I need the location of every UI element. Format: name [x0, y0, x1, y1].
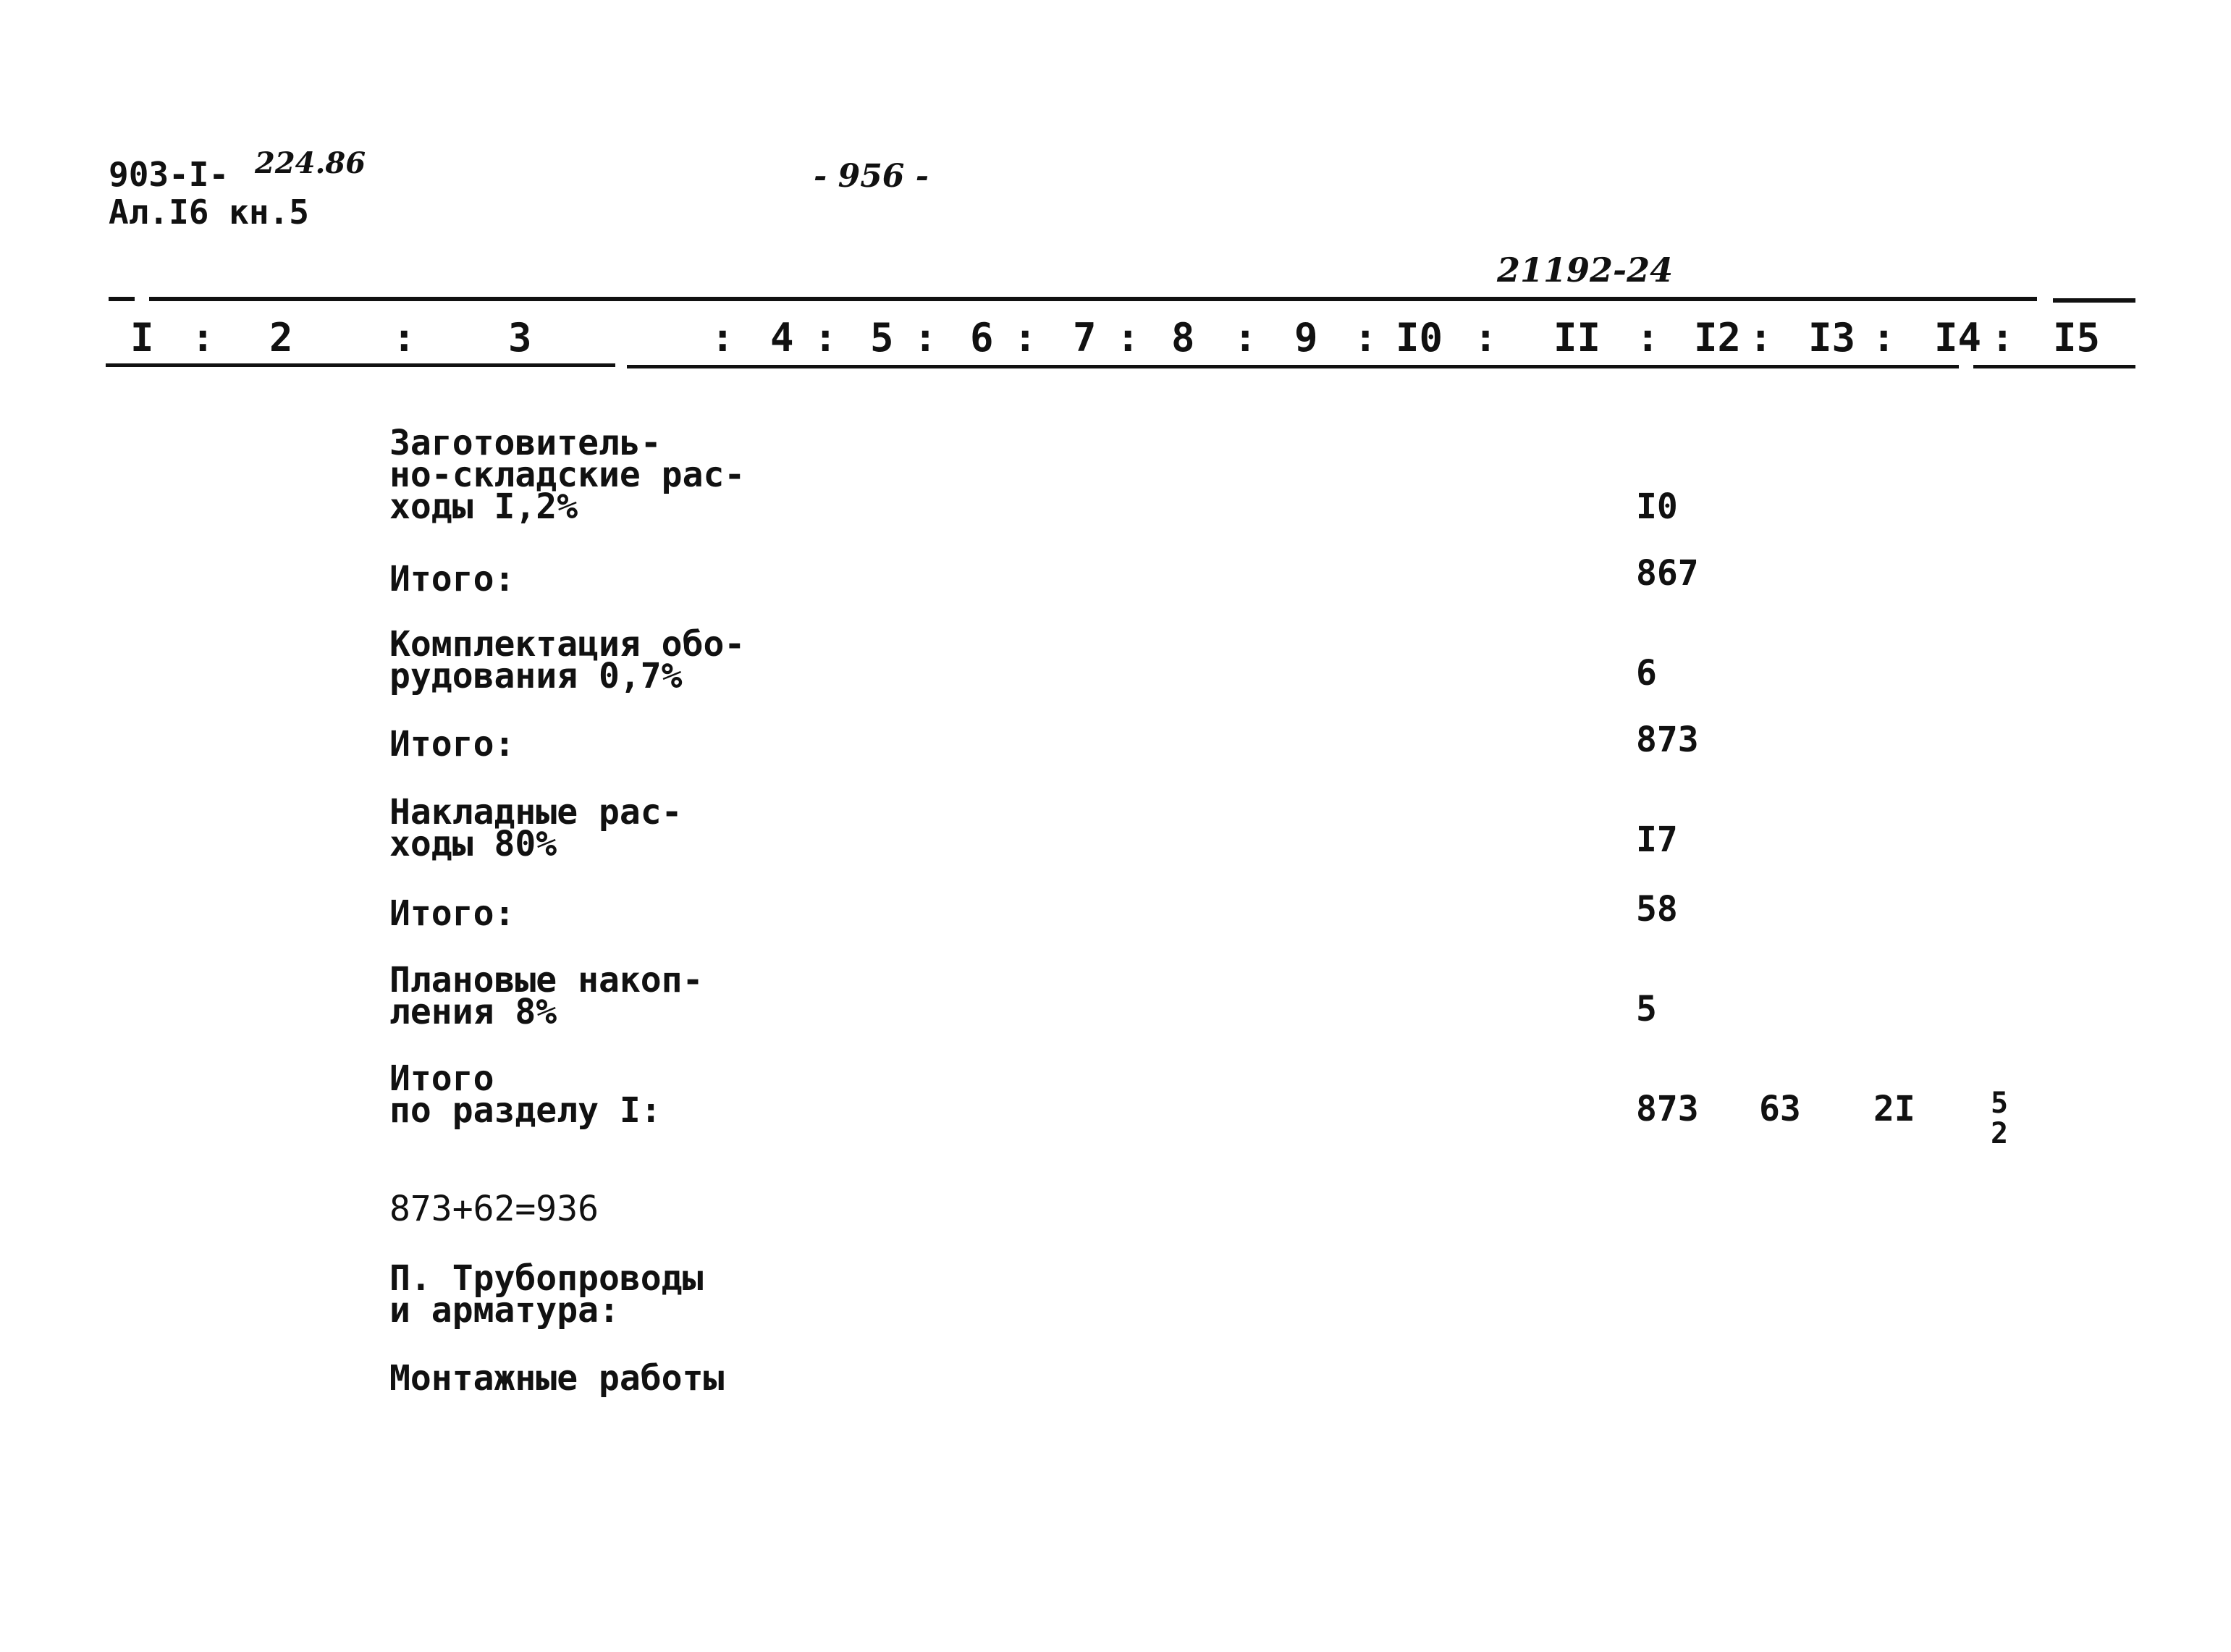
column-separator: :: [392, 315, 416, 361]
row-label-section-2-heading: П. Трубопроводы и арматура:: [389, 1258, 704, 1331]
album-reference: Ал.I6 кн.5: [109, 193, 309, 232]
column-header-14: I4: [1934, 315, 1982, 361]
row-value-col11: 873: [1636, 720, 1699, 760]
column-header-3: 3: [508, 315, 532, 361]
column-header-4: 4: [770, 315, 794, 361]
column-header-11: II: [1553, 315, 1601, 361]
column-separator: :: [1749, 315, 1773, 361]
row-label-total: Итого:: [389, 893, 515, 934]
row-value-col11: 6: [1636, 653, 1657, 694]
row-value-col11: 58: [1636, 889, 1678, 930]
column-separator: :: [914, 315, 937, 361]
column-header-10: I0: [1396, 315, 1443, 361]
column-separator: :: [1233, 315, 1257, 361]
header-underline: [1973, 365, 2135, 368]
column-header-1: I: [130, 315, 154, 361]
row-value-col12: 63: [1759, 1089, 1801, 1129]
row-value-col11: 5: [1636, 989, 1657, 1029]
row-value-col11: 873: [1636, 1089, 1699, 1129]
table-top-rule-right: [2053, 298, 2135, 303]
column-header-9: 9: [1294, 315, 1318, 361]
document-number: 21192-24: [1497, 250, 1674, 290]
row-label-overhead: Накладные рас- ходы 80%: [389, 792, 683, 864]
row-label-installation-works: Монтажные работы: [389, 1358, 725, 1399]
row-label-procurement: Заготовитель- но-складские рас- ходы I,2%: [389, 423, 746, 527]
column-separator: :: [1013, 315, 1037, 361]
header-underline: [106, 363, 615, 367]
column-separator: :: [1474, 315, 1498, 361]
column-separator: :: [814, 315, 838, 361]
column-separator: :: [1991, 315, 2015, 361]
row-value-col11: I0: [1636, 486, 1678, 527]
column-header-15: I5: [2053, 315, 2101, 361]
row-label-planned-savings: Плановые накоп- ления 8%: [389, 960, 704, 1032]
column-separator: :: [191, 315, 215, 361]
row-value-col13: 2I: [1873, 1089, 1915, 1129]
table-top-rule-main: [149, 297, 2037, 301]
column-header-6: 6: [970, 315, 994, 361]
row-label-equipment-kit: Комплектация обо- рудования 0,7%: [389, 624, 746, 696]
document-code-prefix: 903-I-: [109, 155, 229, 194]
column-separator: :: [1872, 315, 1896, 361]
column-separator: :: [711, 315, 735, 361]
column-separator: :: [1354, 315, 1378, 361]
column-separator: :: [1116, 315, 1140, 361]
row-value-col14-bottom: 2: [1991, 1117, 2009, 1150]
column-header-12: I2: [1694, 315, 1742, 361]
document-code-handwritten: 224.86: [255, 146, 366, 180]
row-label-sum-formula: 873+62=936: [389, 1189, 599, 1229]
row-label-total: Итого:: [389, 559, 515, 599]
row-value-col14-top: 5: [1991, 1087, 2009, 1120]
column-header-7: 7: [1073, 315, 1097, 361]
column-header-2: 2: [269, 315, 293, 361]
row-label-total: Итого:: [389, 724, 515, 764]
row-value-col11: I7: [1636, 819, 1678, 860]
column-header-13: I3: [1808, 315, 1856, 361]
row-value-col11: 867: [1636, 553, 1699, 594]
row-label-section-total: Итого по разделу I:: [389, 1058, 662, 1131]
header-underline: [627, 365, 1959, 368]
table-top-rule: [109, 297, 135, 301]
column-header-5: 5: [870, 315, 894, 361]
column-separator: :: [1636, 315, 1660, 361]
page-number: - 956 -: [814, 158, 929, 195]
column-header-8: 8: [1171, 315, 1195, 361]
